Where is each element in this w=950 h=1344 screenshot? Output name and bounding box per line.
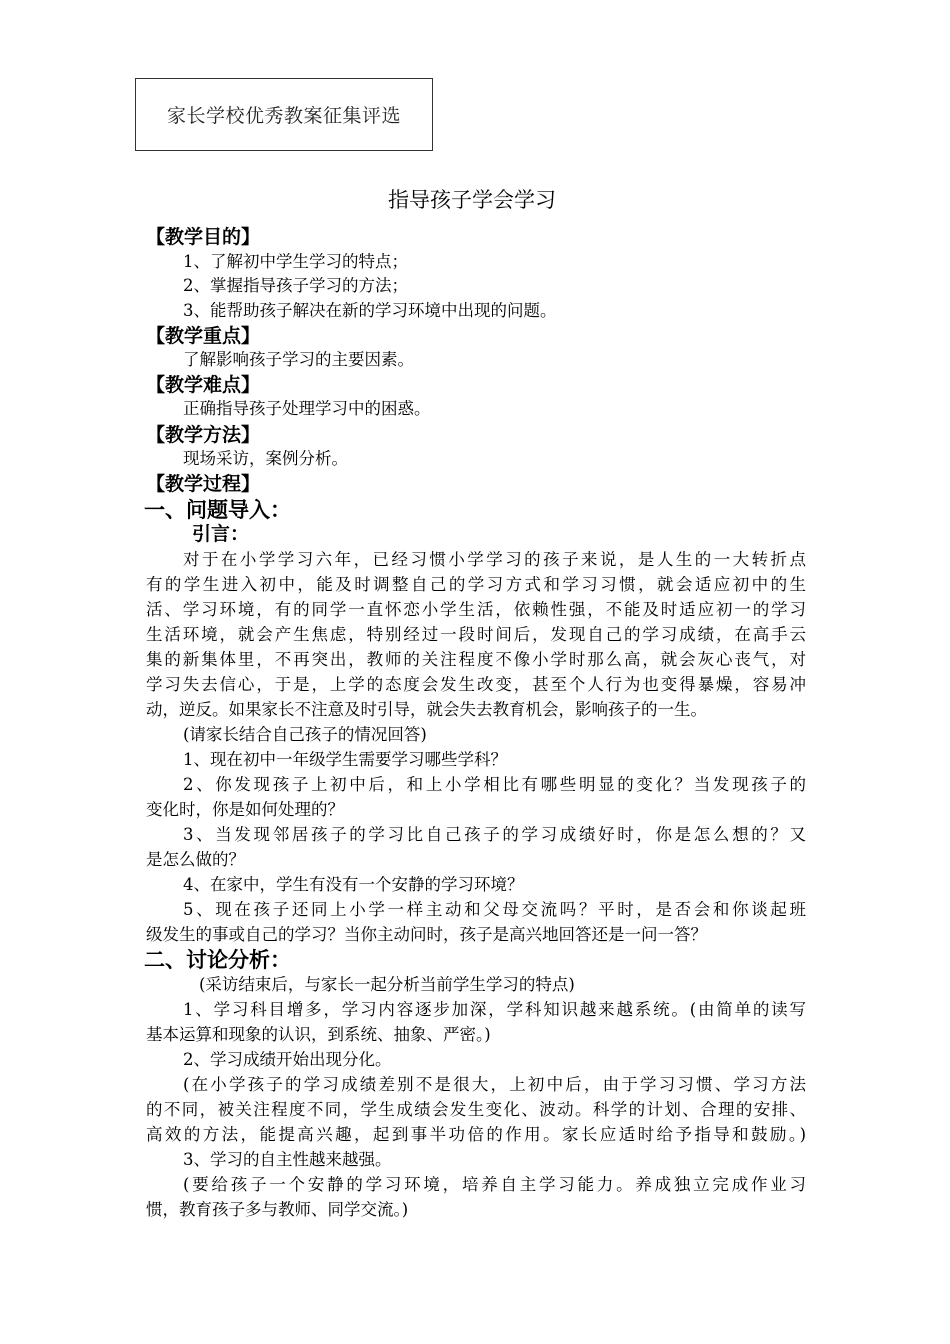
document-title: 指导孩子学会学习 (388, 188, 556, 212)
header-box (135, 78, 433, 151)
intro-line: 有的学生进入初中，能及时调整自己的学习方式和学习习惯，就会适应初中的生 (146, 575, 806, 594)
question-continued: 变化时，你是如何处理的？ (146, 800, 344, 819)
question: 2、你发现孩子上初中后，和上小学相比有哪些明显的变化？当发现孩子的 (183, 775, 806, 794)
purpose-item: 2、掌握指导孩子学习的方法； (183, 276, 408, 295)
heading-focus: 【教学重点】 (146, 325, 261, 347)
analysis-line: 基本运算和现象的认识，到系统、抽象、严密。) (146, 1025, 491, 1044)
focus-text: 了解影响孩子学习的主要因素。 (183, 350, 414, 369)
parent-prompt: (请家长结合自己孩子的情况回答) (183, 725, 427, 744)
analysis-line: 3、学习的自主性越来越强。 (183, 1150, 392, 1169)
heading-process: 【教学过程】 (146, 473, 261, 495)
analysis-line: 高效的方法，能提高兴趣，起到事半功倍的作用。家长应适时给予指导和鼓励。) (146, 1125, 806, 1144)
method-text: 现场采访，案例分析。 (183, 449, 348, 468)
question: 5、现在孩子还同上小学一样主动和父母交流吗？平时，是否会和你谈起班 (183, 900, 806, 919)
question: 4、在家中，学生有没有一个安静的学习环境？ (183, 875, 524, 894)
heading-difficulty: 【教学难点】 (146, 374, 261, 396)
heading-method: 【教学方法】 (146, 424, 261, 446)
question: 3、当发现邻居孩子的学习比自己孩子的学习成绩好时，你是怎么想的？又 (183, 825, 806, 844)
intro-line: 活、学习环境，有的同学一直怀恋小学生活，依赖性强，不能及时适应初一的学习 (146, 600, 806, 619)
part2-note: (采访结束后，与家长一起分析当前学生学习的特点) (199, 975, 575, 994)
part1-subheading: 引言： (192, 523, 250, 545)
analysis-line: 的不同，被关注程度不同，学生成绩会发生变化、波动。科学的计划、合理的安排、 (146, 1100, 806, 1119)
part2-heading: 二、讨论分析： (144, 948, 291, 972)
heading-purpose: 【教学目的】 (146, 226, 261, 248)
purpose-item: 3、能帮助孩子解决在新的学习环境中出现的问题。 (183, 301, 557, 320)
question-continued: 级发生的事或自己的学习？当你主动问时，孩子是高兴地回答还是一问一答？ (146, 925, 707, 944)
analysis-line: (要给孩子一个安静的学习环境，培养自主学习能力。养成独立完成作业习 (183, 1175, 806, 1194)
analysis-line: 1、学习科目增多，学习内容逐步加深，学科知识越来越系统。(由简单的读写 (183, 1000, 806, 1019)
intro-line: 集的新集体里，不再突出，教师的关注程度不像小学时那么高，就会灰心丧气，对 (146, 650, 806, 669)
header-box-text: 家长学校优秀教案征集评选 (166, 105, 401, 127)
intro-line: 学习失去信心，于是，上学的态度会发生改变，甚至个人行为也变得暴燥，容易冲 (146, 675, 806, 694)
analysis-line: 2、学习成绩开始出现分化。 (183, 1050, 392, 1069)
question-continued: 是怎么做的？ (146, 850, 245, 869)
intro-line: 对于在小学学习六年，已经习惯小学学习的孩子来说，是人生的一大转折点 (183, 550, 806, 569)
analysis-line: 惯，教育孩子多与教师、同学交流。) (146, 1200, 409, 1219)
part1-heading: 一、问题导入： (144, 498, 291, 522)
intro-line: 生活环境，就会产生焦虑，特别经过一段时间后，发现自己的学习成绩，在高手云 (146, 625, 806, 644)
intro-line: 动，逆反。如果家长不注意及时引导，就会失去教育机会，影响孩子的一生。 (146, 700, 707, 719)
analysis-line: (在小学孩子的学习成绩差别不是很大，上初中后，由于学习习惯、学习方法 (183, 1075, 806, 1094)
purpose-item: 1、了解初中学生学习的特点； (183, 252, 408, 271)
difficulty-text: 正确指导孩子处理学习中的困惑。 (183, 399, 431, 418)
question: 1、现在初中一年级学生需要学习哪些学科？ (183, 750, 507, 769)
